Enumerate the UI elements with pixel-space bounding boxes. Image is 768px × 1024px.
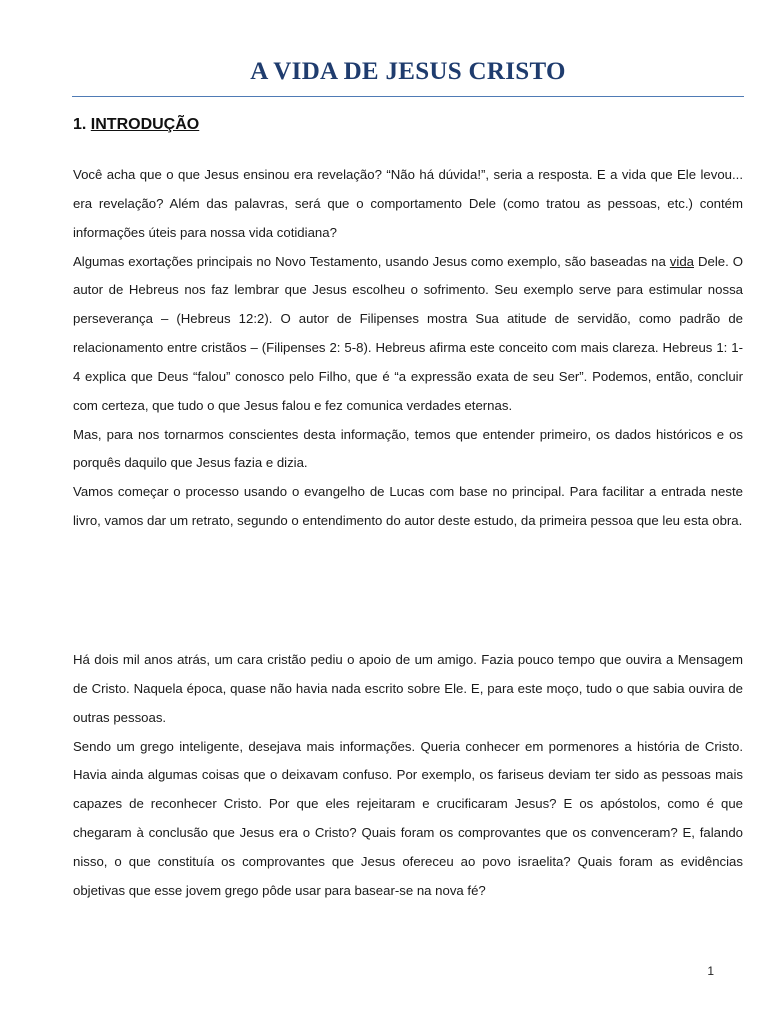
page-number: 1 <box>707 964 714 978</box>
paragraph-2 <box>73 248 743 421</box>
title-divider <box>72 96 744 97</box>
section-number: 1. <box>73 116 87 133</box>
paragraph-2-end: Dele. O autor de Hebreus nos faz lembrar que Jesus escolheu o sofrimento. Seu exemplo serve para estimular nossa perseverança – (Hebreus 12:2). O autor de Filipenses mostra Sua atitude de servidão, como padrão de relacionamento entre cristãos – (Filipenses 2: 5-8). Hebreus afirma este conceito com mais clareza. Hebreus 1: 1-4 explica que Deus “falou” conosco pelo Filho, que é “a expressão exata de seu Ser”. Podemos, então, concluir com certeza, que tudo o que Jesus falou e fez comunica verdades eternas. <box>73 253 743 413</box>
paragraph-6: Sendo um grego inteligente, desejava mais informações. Queria conhecer em pormenores a história de Cristo. Havia ainda algumas coisas que o deixavam confuso. Por exemplo, os fariseus deviam ter sido as pessoas mais capazes de reconhecer Cristo. Por que eles rejeitaram e crucificaram Jesus? E os apóstolos, como é que chegaram à conclusão que Jesus era o Cristo? Quais foram os comprovantes que os convenceram? E, falando nisso, o que constituía os comprovantes que Jesus ofereceu ao povo israelita? Quais foram as evidências objetivas que esse jovem grego pôde usar para basear-se na nova fé? <box>73 738 743 898</box>
paragraph-2-start: Algumas exortações principais no Novo Testamento, usando Jesus como exemplo, são baseadas na <box>73 253 670 269</box>
intro-text-block <box>73 161 743 536</box>
paragraph-4: Vamos começar o processo usando o evangelho de Lucas com base no principal. Para facilitar a entrada neste livro, vamos dar um retrato, segundo o entendimento do autor deste estudo, da primeira pessoa que leu esta obra. <box>73 484 743 529</box>
story-text-block <box>73 646 743 906</box>
paragraph-1: Você acha que o que Jesus ensinou era revelação? “Não há dúvida!”, seria a resposta. E a vida que Ele levou... era revelação? Além das palavras, será que o comportamento Dele (como tratou as pessoas, etc.) contém informações úteis para nossa vida cotidiana? <box>73 167 743 240</box>
section-heading <box>73 116 199 134</box>
document-title: A VIDA DE JESUS CRISTO <box>250 58 566 85</box>
paragraph-5: Há dois mil anos atrás, um cara cristão pediu o apoio de um amigo. Fazia pouco tempo que ouvira a Mensagem de Cristo. Naquela época, quase não havia nada escrito sobre Ele. E, para este moço, tudo o que sabia ouvira de outras pessoas. <box>73 652 743 725</box>
underlined-word-vida: vida <box>669 253 694 269</box>
section-heading-text: INTRODUÇÃO <box>90 116 200 133</box>
paragraph-3: Mas, para nos tornarmos conscientes desta informação, temos que entender primeiro, os dados históricos e os porquês daquilo que Jesus fazia e dizia. <box>73 426 743 471</box>
